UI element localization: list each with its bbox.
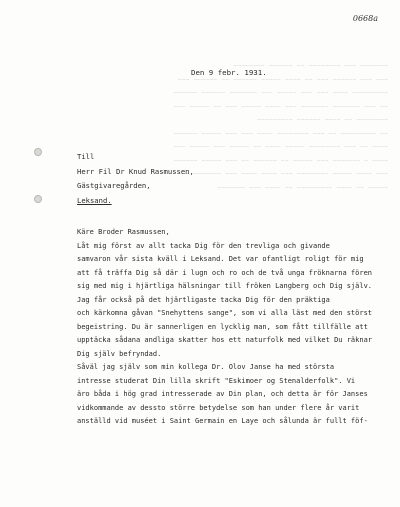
body-line: anställd vid muséet i Saint Germain en Laye och sålunda är fullt föf- bbox=[77, 417, 368, 425]
body-line: Jag får också på det hjärtligaste tacka Dig för den präktiga bbox=[77, 295, 330, 304]
body-line: att få träffa Dig så där i lugn och ro och de två unga fröknarna fören bbox=[77, 268, 373, 277]
punch-hole-icon bbox=[34, 148, 42, 156]
letter-body bbox=[77, 226, 389, 429]
salutation: Käre Broder Rasmussen, bbox=[77, 228, 170, 236]
address-city: Leksand. bbox=[77, 195, 112, 205]
body-line: Låt mig först av allt tacka Dig för den trevliga och givande bbox=[77, 241, 330, 250]
punch-hole-icon bbox=[34, 195, 42, 203]
body-line: Såväl jag själv som min kollega Dr. Olov Janse ha med största bbox=[77, 363, 335, 371]
body-line: Dig själv befryndad. bbox=[77, 349, 162, 358]
body-line: äro båda i hög grad intresserade av Din plan, och detta är för Janses bbox=[77, 390, 368, 398]
letter-date: Den 9 febr. 1931. bbox=[191, 68, 267, 77]
archive-number: 0668a bbox=[352, 14, 378, 23]
bleed-through-text: ~~~~~~~ ~~~ ~~~~~~~~ ~~ ~~~~~~ ~~~~~~~~ ~~~ ~~~ ~~~~~~ ~~~ ~~ ~~~~ ~~~~~ ~~~~~~ ~~ ~~~~~~ ~~~ ~~~~~~~~~ ~~~~ ~~~ ~~~ ~~~~~ ~~~ ~~~~~~~ ~~~~~~ ~~~~~~ ~~ ~~~ ~~~~~~~ ~~~~~~~ ~~~ ~~~~ ~~~~~ ~~~ ~~ ~~~~~ ~~~ ~~~~~~~~ ~~ ~~~~ ~~~~~~ ~~~~~~~~~ ~~ ~~~~~~~~~ ~~ ~~~ ~~~~~~~~ ~~~~ ~~~ ~~~ ~~~~~ ~~~~~~ ~~~~ ~~ ~~~ ~~~~~~~~ ~~~~~ ~~~~ ~~ ~~~~~ ~~~ ~~~~~ ~~~ ~~~~ ~ ~~~~~~~ ~~~ ~~~~~ ~~ ~~~~~~ ~~ ~~~ ~~~~~ ~~~~~~ ~~~ ~~~~ ~~~~~ ~~~~~~~~ ~~~ ~~~~ ~~~~ ~~~ ~~~~~~~ ~~~ ~~~~~ ~~ ~~~~ ~~~~~~~~~ ~~ ~~~~ ~~~ ~~~~~~~ bbox=[173, 62, 388, 192]
address-name: Herr Fil Dr Knud Rasmussen, bbox=[77, 166, 194, 176]
body-line: och kärkomna gåvan "Snehyttens sange", som vi alla läst med den störst bbox=[77, 309, 373, 317]
address-block bbox=[77, 150, 194, 208]
address-to: Till bbox=[77, 152, 95, 161]
body-line: vidkommande av dessto större betydelse som han under flere år varit bbox=[77, 403, 360, 412]
body-line: intresse studerat Din lilla skrift "Eskimoer og Stenalderfolk". Vi bbox=[77, 376, 356, 385]
body-line: upptäcka sådana andliga skatter hos ett naturfolk med vilket Du räknar bbox=[77, 336, 373, 344]
body-line: samvaron vår sista kväll i Leksand. Det var ofantligt roligt för mig bbox=[77, 255, 364, 263]
address-place: Gästgivaregården, bbox=[77, 181, 151, 191]
body-line: sig med mig i hjärtliga hälsningar till fröken Langberg och Dig själv. bbox=[77, 282, 373, 290]
body-line: begeistring. Du är sannerligen en lycklig man, som fått tillfälle att bbox=[77, 322, 368, 331]
